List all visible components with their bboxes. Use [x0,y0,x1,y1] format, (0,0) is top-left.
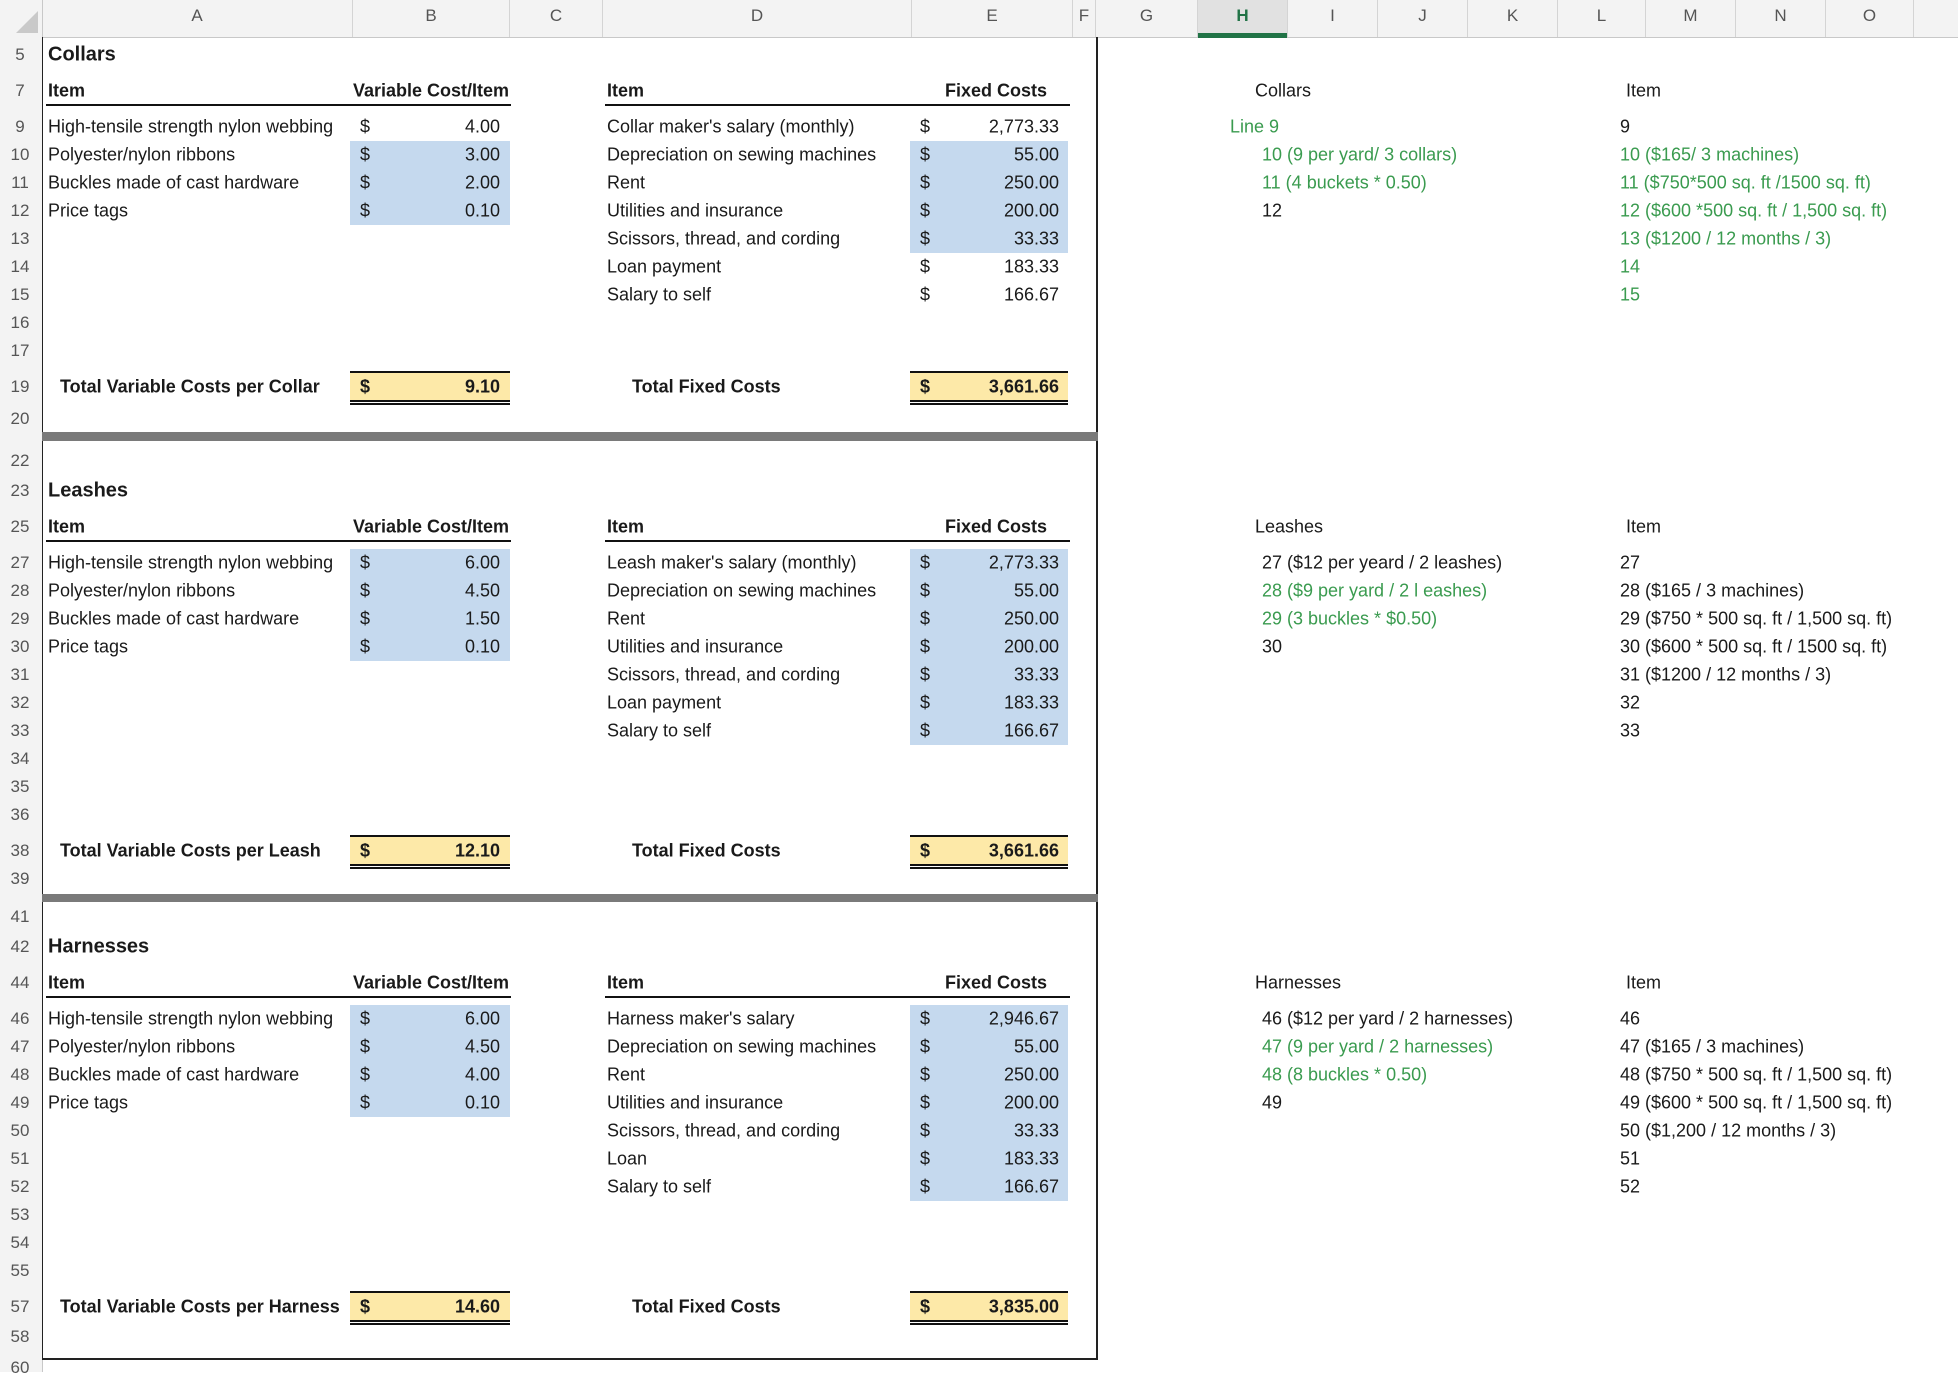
currency-symbol[interactable]: $ [360,144,371,165]
fixed-item-label[interactable]: Collar maker's salary (monthly) [607,116,855,137]
note-text[interactable]: 30 ($600 * 500 sq. ft / 1500 sq. ft) [1620,636,1888,657]
note-text[interactable]: 9 [1620,116,1631,137]
fixed-cost-value[interactable]: 166.67 [1003,284,1059,305]
total-top-border [910,835,1068,837]
fixed-cost-value[interactable]: 33.33 [1013,664,1059,685]
note-text[interactable]: 47 (9 per yard / 2 harnesses) [1262,1036,1494,1057]
var-item-label[interactable]: Polyester/nylon ribbons [48,144,236,165]
note-text[interactable]: 48 ($750 * 500 sq. ft / 1,500 sq. ft) [1620,1064,1893,1085]
row-number[interactable]: 12 [10,201,30,220]
currency-symbol[interactable]: $ [920,664,931,685]
currency-symbol[interactable]: $ [360,376,371,397]
block-border-right [1096,37,1098,1359]
note-text[interactable]: 46 ($12 per yard / 2 harnesses) [1262,1008,1514,1029]
note-text[interactable]: 49 ($600 * 500 sq. ft / 1,500 sq. ft) [1620,1092,1893,1113]
fixed-item-label[interactable]: Rent [607,172,646,193]
row-number[interactable]: 50 [10,1121,30,1140]
select-all-button[interactable] [0,0,43,37]
currency-symbol[interactable]: $ [920,1064,931,1085]
var-item-label[interactable]: High-tensile strength nylon webbing [48,116,334,137]
currency-symbol[interactable]: $ [920,1296,931,1317]
notes-header[interactable]: Leashes [1255,516,1324,537]
fixed-item-label[interactable]: Utilities and insurance [607,200,784,221]
note-text[interactable]: 46 [1620,1008,1641,1029]
note-text[interactable]: 11 (4 buckets * 0.50) [1262,172,1427,193]
currency-symbol[interactable]: $ [920,116,931,137]
var-cost-header[interactable]: Variable Cost/Item [353,972,510,993]
currency-symbol[interactable]: $ [920,1092,931,1113]
fixed-item-label[interactable]: Loan [607,1148,648,1169]
note-text[interactable]: 47 ($165 / 3 machines) [1620,1036,1805,1057]
fixed-cost-header[interactable]: Fixed Costs [945,972,1048,993]
row-number[interactable]: 32 [10,693,30,712]
column-header-d[interactable]: D [603,0,912,37]
currency-symbol[interactable]: $ [360,552,371,573]
note-text[interactable]: 15 [1620,284,1641,305]
currency-symbol[interactable]: $ [920,552,931,573]
currency-symbol[interactable]: $ [920,1176,931,1197]
note-text[interactable]: 50 ($1,200 / 12 months / 3) [1620,1120,1837,1141]
note-text[interactable]: 12 ($600 *500 sq. ft / 1,500 sq. ft) [1620,200,1888,221]
currency-symbol[interactable]: $ [920,840,931,861]
column-header-h[interactable]: H [1198,0,1288,37]
row-number[interactable]: 34 [10,749,30,768]
row-number[interactable]: 38 [10,841,30,860]
var-cost-value[interactable]: 6.00 [464,1008,500,1029]
note-text[interactable]: 32 [1620,692,1641,713]
total-fixed-label[interactable]: Total Fixed Costs [632,1296,781,1317]
var-cost-value[interactable]: 3.00 [464,144,500,165]
total-variable-value[interactable]: 9.10 [464,376,500,397]
fixed-cost-value[interactable]: 55.00 [1013,1036,1059,1057]
currency-symbol[interactable]: $ [920,1148,931,1169]
note-text[interactable]: 29 ($750 * 500 sq. ft / 1,500 sq. ft) [1620,608,1893,629]
currency-symbol[interactable]: $ [360,608,371,629]
fixed-item-label[interactable]: Salary to self [607,1176,712,1197]
row-number[interactable]: 28 [10,581,30,600]
total-double-underline [910,1320,1068,1325]
currency-symbol[interactable]: $ [920,284,931,305]
var-cost-header[interactable]: Variable Cost/Item [353,516,510,537]
total-top-border [350,1291,510,1293]
total-double-underline [350,864,510,869]
fixed-item-label[interactable]: Scissors, thread, and cording [607,664,841,685]
var-item-header[interactable]: Item [48,516,86,537]
var-item-label[interactable]: Polyester/nylon ribbons [48,1036,236,1057]
currency-symbol[interactable]: $ [360,636,371,657]
fixed-cost-value[interactable]: 33.33 [1013,228,1059,249]
row-number[interactable]: 7 [15,81,25,100]
total-fixed-value[interactable]: 3,835.00 [988,1296,1059,1317]
total-variable-value[interactable]: 12.10 [454,840,500,861]
row-number[interactable]: 5 [15,45,25,64]
total-top-border [350,371,510,373]
header-underline [46,104,511,106]
row-number[interactable]: 47 [10,1037,30,1056]
fixed-cost-header[interactable]: Fixed Costs [945,516,1048,537]
var-cost-value[interactable]: 4.00 [464,116,500,137]
var-cost-value[interactable]: 1.50 [464,608,500,629]
var-cost-value[interactable]: 4.50 [464,1036,500,1057]
note-text[interactable]: 49 [1262,1092,1283,1113]
note-text[interactable]: 11 ($750*500 sq. ft /1500 sq. ft) [1620,172,1871,193]
row-number[interactable]: 46 [10,1009,30,1028]
row-number[interactable]: 57 [10,1297,30,1316]
currency-symbol[interactable]: $ [920,720,931,741]
fixed-cost-value[interactable]: 183.33 [1003,1148,1059,1169]
var-cost-value[interactable]: 4.50 [464,580,500,601]
fixed-item-label[interactable]: Utilities and insurance [607,1092,784,1113]
currency-symbol[interactable]: $ [360,1036,371,1057]
notes-header[interactable]: Harnesses [1255,972,1342,993]
row-number[interactable]: 53 [10,1205,30,1224]
var-item-label[interactable]: Buckles made of cast hardware [48,1064,300,1085]
column-header-c[interactable]: C [510,0,603,37]
row-number[interactable]: 31 [10,665,30,684]
note-text[interactable]: 13 ($1200 / 12 months / 3) [1620,228,1832,249]
fixed-cost-value[interactable]: 33.33 [1013,1120,1059,1141]
var-cost-value[interactable]: 0.10 [464,1092,500,1113]
total-variable-value[interactable]: 14.60 [454,1296,500,1317]
currency-symbol[interactable]: $ [920,172,931,193]
fixed-cost-value[interactable]: 183.33 [1003,692,1059,713]
row-number[interactable]: 22 [10,451,30,470]
section-title[interactable]: Collars [48,43,116,66]
fixed-item-label[interactable]: Salary to self [607,720,712,741]
header-underline [605,996,1070,998]
var-item-label[interactable]: Price tags [48,636,129,657]
column-header-k[interactable]: K [1468,0,1558,37]
currency-symbol[interactable]: $ [360,1008,371,1029]
note-text[interactable]: 27 [1620,552,1641,573]
row-number[interactable]: 54 [10,1233,30,1252]
currency-symbol[interactable]: $ [360,580,371,601]
currency-symbol[interactable]: $ [360,200,371,221]
fixed-cost-value[interactable]: 2,773.33 [988,116,1059,137]
currency-symbol[interactable]: $ [360,172,371,193]
row-number[interactable]: 51 [10,1149,30,1168]
total-fixed-label[interactable]: Total Fixed Costs [632,840,781,861]
fixed-cost-value[interactable]: 200.00 [1003,636,1059,657]
var-item-header[interactable]: Item [48,80,86,101]
currency-symbol[interactable]: $ [920,1036,931,1057]
total-fixed-value[interactable]: 3,661.66 [988,376,1059,397]
notes-header[interactable]: Item [1626,972,1662,993]
note-text[interactable]: 33 [1620,720,1641,741]
column-header-o[interactable]: O [1826,0,1914,37]
row-number[interactable]: 19 [10,377,30,396]
var-cost-value[interactable]: 4.00 [464,1064,500,1085]
fixed-item-header[interactable]: Item [607,80,645,101]
var-cost-value[interactable]: 0.10 [464,636,500,657]
note-text[interactable]: 29 (3 buckles * $0.50) [1262,608,1438,629]
row-number[interactable]: 42 [10,937,30,956]
row-number[interactable]: 48 [10,1065,30,1084]
row-number[interactable]: 23 [10,481,30,500]
total-top-border [910,1291,1068,1293]
row-number[interactable]: 44 [10,973,30,992]
header-underline [46,540,511,542]
row-number[interactable]: 17 [10,341,30,360]
row-number[interactable]: 49 [10,1093,30,1112]
notes-header[interactable]: Item [1626,80,1662,101]
total-double-underline [350,400,510,405]
column-header-m[interactable]: M [1646,0,1736,37]
currency-symbol[interactable]: $ [360,1092,371,1113]
currency-symbol[interactable]: $ [920,200,931,221]
row-number[interactable]: 52 [10,1177,30,1196]
row-number[interactable]: 27 [10,553,30,572]
total-fixed-label[interactable]: Total Fixed Costs [632,376,781,397]
block-border-left [42,37,43,1359]
note-text[interactable]: 27 ($12 per yeard / 2 leashes) [1262,552,1503,573]
row-number[interactable]: 15 [10,285,30,304]
var-cost-value[interactable]: 2.00 [464,172,500,193]
row-number[interactable]: 11 [11,173,29,192]
var-item-label[interactable]: Buckles made of cast hardware [48,608,300,629]
row-number[interactable]: 20 [10,409,30,428]
row-number[interactable]: 60 [10,1358,30,1377]
currency-symbol[interactable]: $ [360,1064,371,1085]
row-number[interactable]: 58 [10,1327,30,1346]
row-number[interactable]: 13 [10,229,30,248]
note-text[interactable]: 52 [1620,1176,1641,1197]
column-header-j[interactable]: J [1378,0,1468,37]
currency-symbol[interactable]: $ [360,116,371,137]
row-number[interactable]: 33 [10,721,30,740]
var-item-label[interactable]: Buckles made of cast hardware [48,172,300,193]
var-item-label[interactable]: High-tensile strength nylon webbing [48,552,334,573]
currency-symbol[interactable]: $ [920,1008,931,1029]
fixed-item-label[interactable]: Loan payment [607,256,722,277]
row-number[interactable]: 29 [10,609,30,628]
currency-symbol[interactable]: $ [360,1296,371,1317]
column-header-l[interactable]: L [1558,0,1646,37]
fixed-cost-value[interactable]: 183.33 [1003,256,1059,277]
currency-symbol[interactable]: $ [920,376,931,397]
section-divider [42,894,1098,902]
row-number[interactable]: 14 [10,257,30,276]
total-double-underline [350,1320,510,1325]
fixed-cost-value[interactable]: 166.67 [1003,720,1059,741]
fixed-item-label[interactable]: Depreciation on sewing machines [607,144,877,165]
currency-symbol[interactable]: $ [920,636,931,657]
fixed-cost-header[interactable]: Fixed Costs [945,80,1048,101]
var-cost-header[interactable]: Variable Cost/Item [353,80,510,101]
row-header-bar [0,37,43,1377]
header-underline [605,104,1070,106]
section-title[interactable]: Leashes [48,479,129,502]
currency-symbol[interactable]: $ [920,228,931,249]
total-double-underline [910,400,1068,405]
fixed-item-label[interactable]: Leash maker's salary (monthly) [607,552,857,573]
note-text[interactable]: 10 ($165/ 3 machines) [1620,144,1800,165]
note-text[interactable]: 51 [1620,1148,1641,1169]
fixed-cost-value[interactable]: 250.00 [1003,172,1059,193]
fixed-item-label[interactable]: Loan payment [607,692,722,713]
fixed-cost-value[interactable]: 166.67 [1003,1176,1059,1197]
row-number[interactable]: 55 [10,1261,30,1280]
total-top-border [910,371,1068,373]
fixed-cost-value[interactable]: 2,946.67 [988,1008,1059,1029]
fixed-cost-value[interactable]: 250.00 [1003,1064,1059,1085]
total-variable-label[interactable]: Total Variable Costs per Leash [60,840,321,861]
column-header-g[interactable]: G [1096,0,1198,37]
column-header-b[interactable]: B [353,0,510,37]
var-cost-value[interactable]: 0.10 [464,200,500,221]
currency-symbol[interactable]: $ [920,580,931,601]
column-header-n[interactable]: N [1736,0,1826,37]
total-variable-label[interactable]: Total Variable Costs per Collar [60,376,320,397]
column-header-f[interactable]: F [1073,0,1096,37]
row-number[interactable]: 25 [10,517,30,536]
fixed-item-label[interactable]: Depreciation on sewing machines [607,580,877,601]
column-header-bar [0,0,1958,38]
currency-symbol[interactable]: $ [360,840,371,861]
fixed-item-label[interactable]: Depreciation on sewing machines [607,1036,877,1057]
total-fixed-value[interactable]: 3,661.66 [988,840,1059,861]
row-number[interactable]: 10 [10,145,30,164]
fixed-cost-value[interactable]: 55.00 [1013,144,1059,165]
note-text[interactable]: 28 ($165 / 3 machines) [1620,580,1805,601]
currency-symbol[interactable]: $ [920,1120,931,1141]
section-title[interactable]: Harnesses [48,935,150,958]
row-number[interactable]: 9 [15,117,25,136]
var-item-label[interactable]: Polyester/nylon ribbons [48,580,236,601]
fixed-cost-value[interactable]: 55.00 [1013,580,1059,601]
notes-header[interactable]: Item [1626,516,1662,537]
fixed-item-header[interactable]: Item [607,516,645,537]
row-number[interactable]: 36 [10,805,30,824]
row-number[interactable]: 30 [10,637,30,656]
var-item-label[interactable]: Price tags [48,1092,129,1113]
section-divider [42,432,1098,441]
column-header-a[interactable]: A [42,0,353,37]
fixed-cost-value[interactable]: 200.00 [1003,200,1059,221]
fixed-item-label[interactable]: Harness maker's salary [607,1008,795,1029]
var-item-label[interactable]: Price tags [48,200,129,221]
header-underline [46,996,511,998]
fixed-item-label[interactable]: Rent [607,1064,646,1085]
total-top-border [350,835,510,837]
row-number[interactable]: 39 [10,869,30,888]
fixed-item-label[interactable]: Scissors, thread, and cording [607,1120,841,1141]
var-item-header[interactable]: Item [48,972,86,993]
note-text[interactable]: 30 [1262,636,1283,657]
notes-header[interactable]: Collars [1255,80,1312,101]
note-text[interactable]: 10 (9 per yard/ 3 collars) [1262,144,1458,165]
currency-symbol[interactable]: $ [920,608,931,629]
fixed-cost-value[interactable]: 200.00 [1003,1092,1059,1113]
fixed-cost-value[interactable]: 2,773.33 [988,552,1059,573]
var-item-label[interactable]: High-tensile strength nylon webbing [48,1008,334,1029]
row-number[interactable]: 41 [10,907,30,926]
fixed-item-label[interactable]: Scissors, thread, and cording [607,228,841,249]
currency-symbol[interactable]: $ [920,256,931,277]
currency-symbol[interactable]: $ [920,692,931,713]
var-cost-value[interactable]: 6.00 [464,552,500,573]
column-header-i[interactable]: I [1288,0,1378,37]
row-number[interactable]: 16 [10,313,30,332]
header-underline [605,540,1070,542]
total-variable-label[interactable]: Total Variable Costs per Harness [60,1296,340,1317]
block-border-bottom [42,1358,1098,1360]
row-number[interactable]: 35 [10,777,30,796]
fixed-item-header[interactable]: Item [607,972,645,993]
fixed-cost-value[interactable]: 250.00 [1003,608,1059,629]
note-text[interactable]: 12 [1262,200,1283,221]
note-text[interactable]: 28 ($9 per yard / 2 l eashes) [1262,580,1488,601]
note-text[interactable]: Line 9 [1230,116,1280,137]
total-double-underline [910,864,1068,869]
note-text[interactable]: 48 (8 buckles * 0.50) [1262,1064,1428,1085]
column-header-e[interactable]: E [912,0,1073,37]
fixed-item-label[interactable]: Salary to self [607,284,712,305]
note-text[interactable]: 31 ($1200 / 12 months / 3) [1620,664,1832,685]
note-text[interactable]: 14 [1620,256,1641,277]
fixed-item-label[interactable]: Utilities and insurance [607,636,784,657]
fixed-item-label[interactable]: Rent [607,608,646,629]
currency-symbol[interactable]: $ [920,144,931,165]
